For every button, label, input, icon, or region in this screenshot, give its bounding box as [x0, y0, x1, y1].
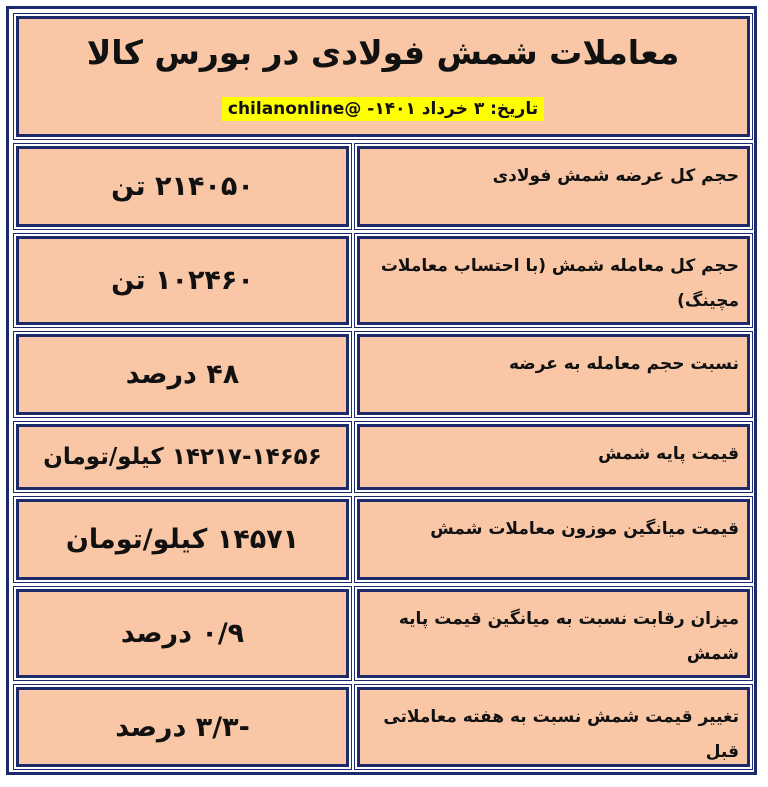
- row-label-cell: [357, 499, 750, 580]
- row-label: حجم کل معامله شمش (با احتساب معاملات مچینگ): [380, 256, 739, 311]
- row-label: قیمت پایه شمش: [598, 444, 739, 464]
- page-title: معاملات شمش فولادی در بورس کالا: [86, 33, 680, 72]
- row-value: ۱۴۵۷۱ کیلو/تومان: [65, 524, 300, 555]
- row-label: میزان رقابت نسبت به میانگین قیمت پایه شمش: [398, 609, 739, 664]
- row-value: ۱۰۲۴۶۰ تن: [111, 265, 254, 296]
- row-label-cell: [357, 424, 750, 490]
- row-label: حجم کل عرضه شمش فولادی: [492, 166, 739, 186]
- row-label-cell: [357, 334, 750, 415]
- header-panel: [16, 16, 750, 137]
- row-label-cell: [357, 687, 750, 767]
- row-value-cell: [16, 499, 349, 580]
- row-value-cell: [16, 236, 349, 325]
- row-value-cell: [16, 589, 349, 678]
- row-value: ۲۱۴۰۵۰ تن: [111, 171, 254, 202]
- row-value-cell: [16, 424, 349, 490]
- row-value-cell: [16, 334, 349, 415]
- row-value: ۰/۹ درصد: [120, 618, 245, 649]
- row-value: ۱۴۲۱۷-۱۴۶۵۶ کیلو/تومان: [43, 444, 322, 470]
- row-value: -۳/۳ درصد: [115, 711, 250, 743]
- row-value-cell: [16, 146, 349, 227]
- row-label-cell: [357, 236, 750, 325]
- date-line: تاریخ: ۳ خرداد ۱۴۰۱- @chilanonline: [222, 97, 544, 121]
- row-value: ۴۸ درصد: [125, 359, 240, 390]
- row-label-cell: [357, 589, 750, 678]
- row-label: تغییر قیمت شمش نسبت به هفته معاملاتی قبل: [383, 707, 739, 762]
- row-label: قیمت میانگین موزون معاملات شمش: [430, 519, 739, 539]
- row-value-cell: [16, 687, 349, 767]
- row-label: نسبت حجم معامله به عرضه: [508, 354, 739, 374]
- row-label-cell: [357, 146, 750, 227]
